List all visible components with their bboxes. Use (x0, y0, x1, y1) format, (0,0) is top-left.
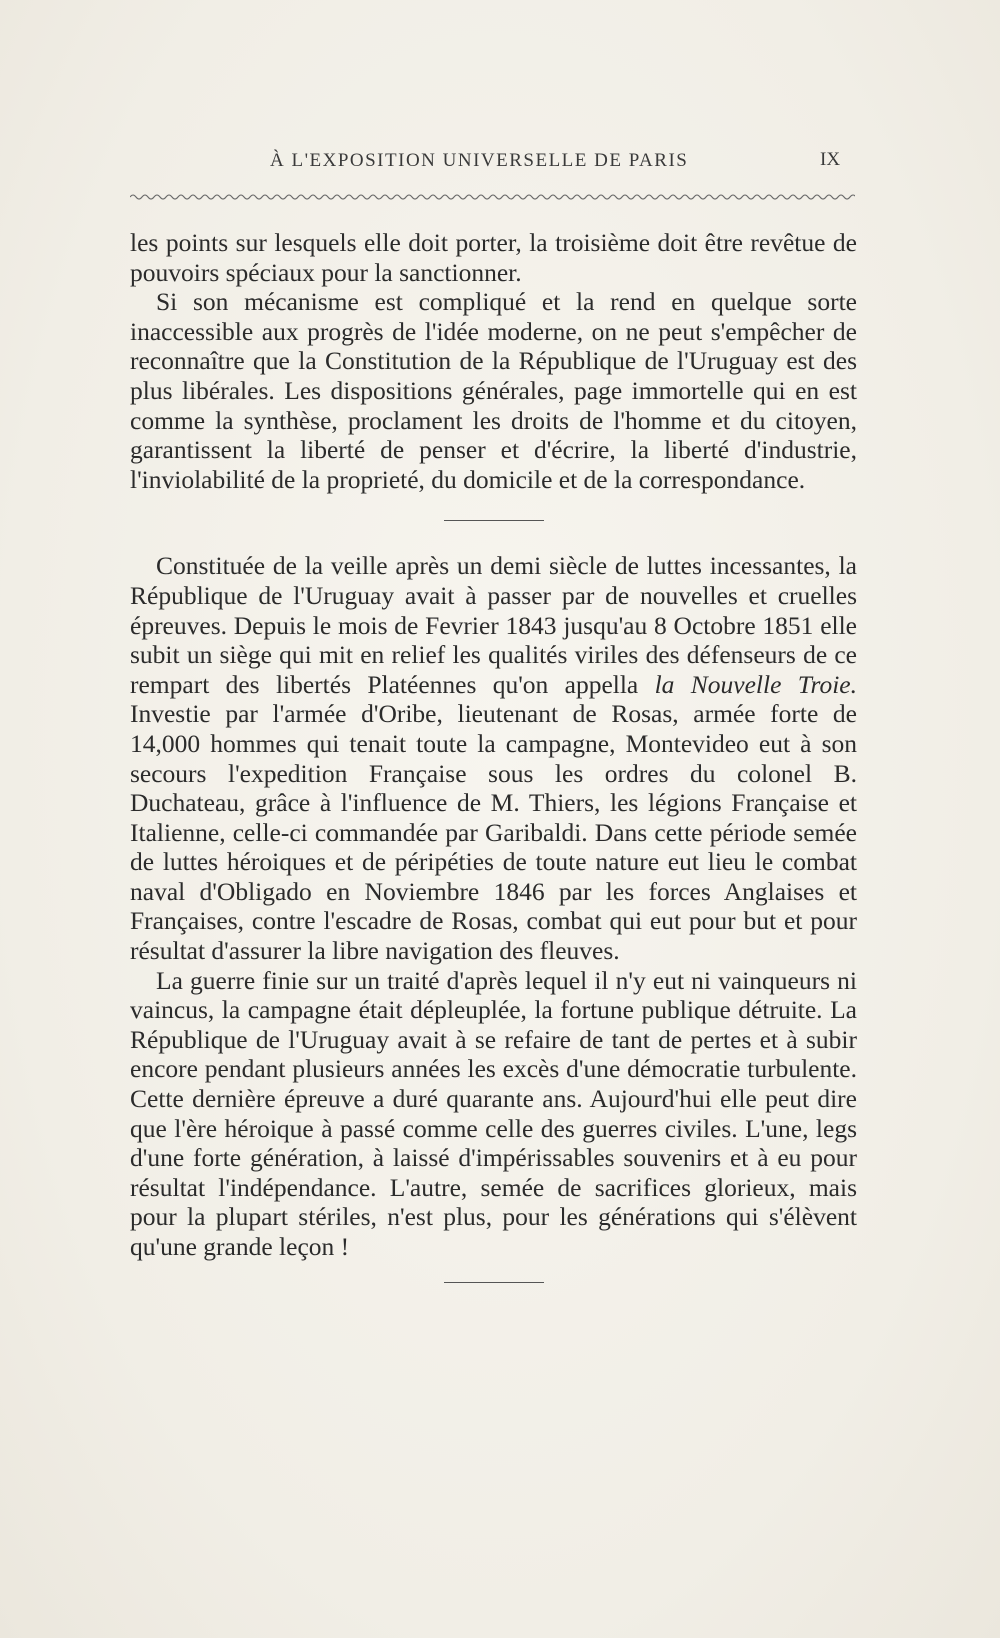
paragraph-text: Investie par l'armée d'Oribe, lieutenant de Rosas, armée forte de 14,000 hommes qui tenait toute la campagne, Montevideo eut à son secours l'expedition Française sous les ordres du colonel B. Duchateau, grâce à l'influence de M. Thiers, les légions Française et Italienne, celle-ci commandée par Garibaldi. Dans cette période semée de luttes héroiques et de péripéties de toute nature eut lieu le combat naval d'Obligado en Noviembre 1846 par les forces Anglaises et Françaises, contre l'escadre de Rosas, combat qui eut pour but et pour résultat d'assurer la libre navigation des fleuves. (130, 699, 857, 966)
italic-title: la Nouvelle Troie. (654, 669, 858, 699)
section-divider (444, 520, 544, 521)
paragraph-text: Constituée de la veille après un demi siècle de luttes incessantes, la République de l'Uruguay avait à passer par de nouvelles et cruelles épreuves. Depuis le mois de Fevrier 1843 jusqu'au 8 Octobre 1851 elle subit un siège qui mit en relief les qualités viriles des défenseurs de ce rempart des libertés Platéennes qu'on appella (130, 551, 857, 699)
paragraph (130, 551, 857, 965)
wavy-rule-ornament (130, 190, 855, 204)
paragraph: les points sur lesquels elle doit porter, la troisième doit être revêtue de pouvoirs spéciaux pour la sanctionner. (130, 228, 857, 287)
body-text (130, 228, 857, 1313)
page-number: IX (820, 149, 841, 170)
running-title: À L'EXPOSITION UNIVERSELLE DE PARIS (270, 150, 689, 171)
paragraph: La guerre finie sur un traité d'après lequel il n'y eut ni vainqueurs ni vaincus, la campagne était dépleuplée, la fortune publique détruite. La République de l'Uruguay avait à se refaire de tant de pertes et à subir encore pendant plusieurs années les excès d'une démocratie turbulente. Cette dernière épreuve a duré quarante ans. Aujourd'hui elle peut dire que l'ère héroique à passé comme celle des guerres civiles. L'une, legs d'une forte génération, à laissé d'impérissables souvenirs et à eu pour résultat l'indépendance. L'autre, semée de sacrifices glorieux, mais pour la plupart stériles, n'est plus, pour les générations qui s'élèvent qu'une grande leçon ! (130, 965, 857, 1261)
end-divider (444, 1282, 544, 1283)
paragraph: Si son mécanisme est compliqué et la rend en quelque sorte inaccessible aux progrès de l'idée moderne, on ne peut s'empêcher de reconnaître que la Constitution de la République de l'Uruguay est des plus libérales. Les dispositions générales, page immortelle qui en est comme la synthèse, proclament les droits de l'homme et du citoyen, garantissent la liberté de penser et d'écrire, la liberté d'industrie, l'inviolabilité de la proprieté, du domicile et de la correspondance. (130, 287, 857, 494)
